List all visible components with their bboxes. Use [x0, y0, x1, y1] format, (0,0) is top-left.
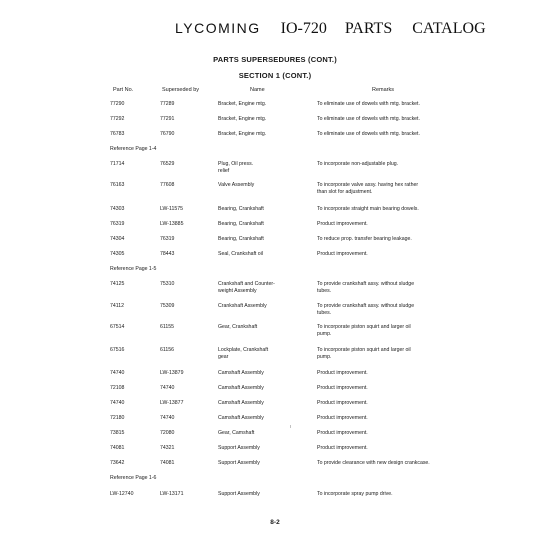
col-header-remarks: Remarks: [372, 87, 395, 93]
superseded-by: LW-13171: [160, 491, 184, 497]
superseded-by: 74081: [160, 460, 175, 466]
part-number: 77290: [110, 101, 125, 107]
remarks: To reduce prop. transfer bearing leakage.: [317, 236, 412, 242]
superseded-by: 72080: [160, 430, 175, 436]
part-name: Valve Assembly: [218, 182, 255, 188]
part-number: 76783: [110, 131, 125, 137]
part-name: Lockplate, Crankshaft gear: [218, 347, 269, 360]
remarks: Product improvement.: [317, 221, 368, 227]
page-title: PARTS SUPERSEDURES (CONT.): [213, 55, 337, 64]
part-name: Gear, Camshaft: [218, 430, 255, 436]
part-number: 71714: [110, 161, 125, 167]
part-number: LW-12740: [110, 491, 134, 497]
part-name: Camshaft Assembly: [218, 370, 264, 376]
remarks: To eliminate use of dowels with mtg. bracket.: [317, 116, 420, 122]
part-name: Crankshaft and Counter- weight Assembly: [218, 281, 275, 294]
part-number: 76163: [110, 182, 125, 188]
part-number: 74305: [110, 251, 125, 257]
page-number: 8-2: [270, 519, 280, 526]
superseded-by: LW-11575: [160, 206, 184, 212]
superseded-by: 76529: [160, 161, 175, 167]
header-catalog: CATALOG: [412, 20, 486, 37]
remarks: Product improvement.: [317, 400, 368, 406]
superseded-by: 75309: [160, 303, 175, 309]
superseded-by: 76790: [160, 131, 175, 137]
part-number: 67516: [110, 347, 125, 353]
remarks: To incorporate piston squirt and larger oil pump.: [317, 347, 411, 360]
part-name: Plug, Oil press. relief: [218, 161, 254, 174]
part-number: 74303: [110, 206, 125, 212]
part-name: Support Assembly: [218, 460, 260, 466]
superseded-by: 77289: [160, 101, 175, 107]
part-number: 74740: [110, 370, 125, 376]
superseded-by: 74740: [160, 385, 175, 391]
reference-page-label: Reference Page 1-6: [110, 475, 157, 481]
remarks: To provide clearance with new design crankcase.: [317, 460, 430, 466]
part-name: Camshaft Assembly: [218, 385, 264, 391]
remarks: To incorporate spray pump drive.: [317, 491, 393, 497]
part-number: 67514: [110, 324, 125, 330]
col-header-name: Name: [250, 87, 265, 93]
remarks: To eliminate use of dowels with mtg. bracket.: [317, 131, 420, 137]
col-header-part-no: Part No.: [113, 87, 134, 93]
part-number: 72108: [110, 385, 125, 391]
remarks: To eliminate use of dowels with mtg. bracket.: [317, 101, 420, 107]
superseded-by: 61155: [160, 324, 175, 330]
remarks: To provide crankshaft assy. without sludge tubes.: [317, 281, 415, 294]
remarks: Product improvement.: [317, 430, 368, 436]
superseded-by: LW-13877: [160, 400, 184, 406]
remarks: To incorporate piston squirt and larger oil pump.: [317, 324, 411, 337]
part-name: Bearing, Crankshaft: [218, 221, 264, 227]
part-name: Crankshaft Assembly: [218, 303, 267, 309]
part-number: 74740: [110, 400, 125, 406]
col-header-superseded-by: Superseded by: [162, 87, 199, 93]
part-number: 73815: [110, 430, 125, 436]
remarks: Product improvement.: [317, 445, 368, 451]
part-name: Seal, Crankshaft oil: [218, 251, 263, 257]
remarks: Product improvement.: [317, 251, 368, 257]
part-name: Bracket, Engine mtg.: [218, 131, 267, 137]
page-header: [175, 20, 486, 38]
part-name: Bracket, Engine mtg.: [218, 116, 267, 122]
part-name: Gear, Crankshaft: [218, 324, 258, 330]
superseded-by: 74321: [160, 445, 175, 451]
part-number: 74304: [110, 236, 125, 242]
part-name: Camshaft Assembly: [218, 415, 264, 421]
remarks: Product improvement.: [317, 415, 368, 421]
part-name: Bracket, Engine mtg.: [218, 101, 267, 107]
part-name: Support Assembly: [218, 445, 260, 451]
brand-name: LYCOMING: [175, 20, 261, 36]
remarks: To provide crankshaft assy. without sludge tubes.: [317, 303, 415, 316]
superseded-by: 75310: [160, 281, 175, 287]
superseded-by: LW-13879: [160, 370, 184, 376]
header-parts: PARTS: [344, 20, 393, 37]
part-number: 74112: [110, 303, 125, 309]
part-number: 76319: [110, 221, 125, 227]
stray-mark: ı: [290, 424, 292, 430]
part-name: Support Assembly: [218, 491, 260, 497]
part-name: Bearing, Crankshaft: [218, 236, 264, 242]
superseded-by: 61156: [160, 347, 175, 353]
remarks: Product improvement.: [317, 385, 368, 391]
reference-page-label: Reference Page 1-4: [110, 146, 157, 152]
section-title: SECTION 1 (CONT.): [238, 71, 312, 80]
part-name: Camshaft Assembly: [218, 400, 264, 406]
reference-page-label: Reference Page 1-5: [110, 266, 157, 272]
superseded-by: 78443: [160, 251, 175, 257]
superseded-by: 76319: [160, 236, 175, 242]
superseded-by: 74740: [160, 415, 175, 421]
part-number: 74081: [110, 445, 125, 451]
remarks: Product improvement.: [317, 370, 368, 376]
superseded-by: 77608: [160, 182, 175, 188]
remarks: To incorporate valve assy. having hex rather than slot for adjustment.: [317, 182, 419, 195]
part-number: 73642: [110, 460, 125, 466]
part-number: 74125: [110, 281, 125, 287]
remarks: To incorporate straight main bearing dowels.: [317, 206, 419, 212]
remarks: To incorporate non-adjustable plug.: [317, 161, 399, 167]
superseded-by: 77291: [160, 116, 175, 122]
superseded-by: LW-13885: [160, 221, 184, 227]
part-number: 77292: [110, 116, 125, 122]
engine-model: IO-720: [280, 20, 327, 37]
part-number: 72180: [110, 415, 125, 421]
part-name: Bearing, Crankshaft: [218, 206, 264, 212]
